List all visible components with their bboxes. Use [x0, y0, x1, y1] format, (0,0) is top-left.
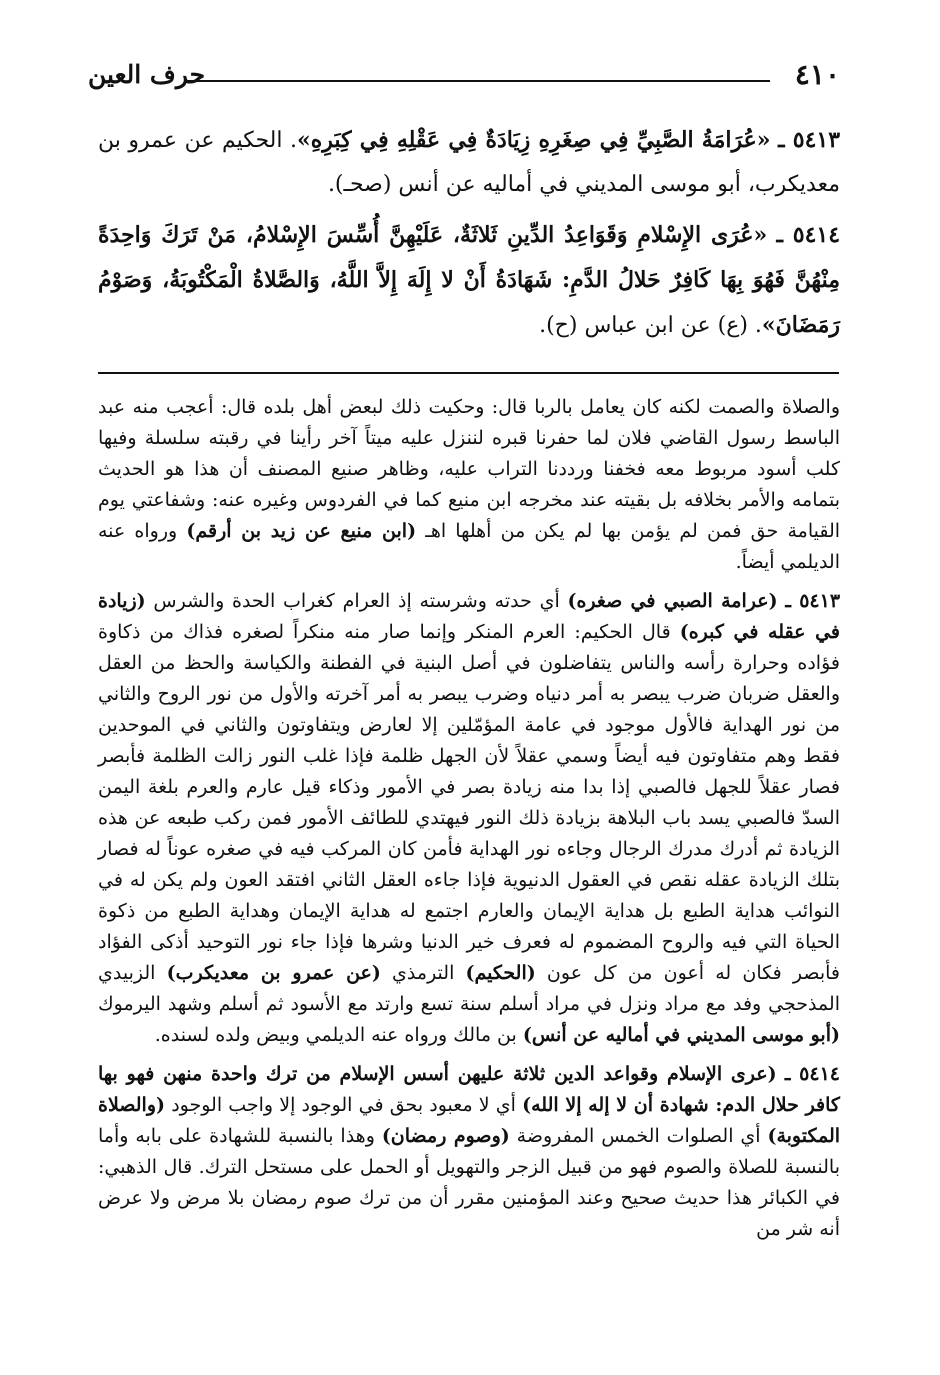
- hadith-entries: [98, 118, 840, 354]
- hadith-source: . الحكيم عن عمرو بن معديكرب، أبو موسى المديني في أماليه عن أنس (صحـ).: [98, 128, 840, 197]
- commentary-quote: (عرامة الصبي في صغره): [567, 590, 778, 612]
- commentary-text: ورواه عنه الديلمي أيضاً.: [98, 520, 840, 573]
- entry-number: ٥٤١٤ ـ: [776, 222, 841, 248]
- commentary: [98, 392, 840, 1253]
- page-number: ٤١٠: [794, 58, 840, 91]
- commentary-citation: (عن عمرو بن معديكرب): [166, 962, 381, 984]
- entry-number: ٥٤١٣ ـ: [778, 127, 841, 153]
- page-header: [88, 58, 840, 98]
- commentary-quote: (زيادة في عقله في كبره): [98, 590, 840, 643]
- commentary-paragraph: [98, 392, 840, 578]
- commentary-quote: (وصوم رمضان): [381, 1125, 510, 1147]
- commentary-text: الترمذي: [392, 962, 455, 984]
- footnote-separator: [98, 372, 839, 374]
- commentary-text: أي حدته وشرسته إذ العرام كغراب الحدة والشرس: [153, 590, 560, 612]
- chapter-title: حرف العين: [88, 60, 206, 89]
- commentary-number: ٥٤١٣ ـ: [785, 590, 841, 612]
- commentary-text: وهذا بالنسبة للشهادة على بابه وأما بالنسبة للصلاة والصوم فهو من قبيل الزجر والتهويل أو الحمل على مستحل الترك. قال الذهبي: في الكبائر هذا حديث صحيح وعند المؤمنين مقرر أن من ترك صوم رمضان بلا مرض ولا عرض أنه شر من: [98, 1125, 840, 1240]
- commentary-paragraph: [98, 586, 840, 1051]
- hadith-text: «عُرَامَةُ الصَّبِيِّ فِي صِغَرِهِ زِيَادَةٌ فِي عَقْلِهِ فِي كِبَرِهِ»: [297, 127, 771, 153]
- commentary-citation: (ابن منيع عن زيد بن أرقم): [186, 520, 417, 542]
- header-rule: [188, 80, 770, 82]
- hadith-source: . (ع) عن ابن عباس (ح).: [539, 313, 762, 338]
- commentary-paragraph: [98, 1059, 840, 1245]
- hadith-entry-5414: [98, 213, 840, 348]
- commentary-text: الزبيدي المذحجي وفد مع مراد ونزل في مراد أسلم سنة تسع وارتد مع الأسود ثم أسلم وشهد اليرموك: [98, 962, 840, 1015]
- commentary-citation: (أبو موسى المديني في أماليه عن أنس): [522, 1024, 840, 1046]
- commentary-text: أي الصلوات الخمس المفروضة: [516, 1125, 761, 1147]
- commentary-citation: (الحكيم): [465, 962, 536, 984]
- commentary-text: قال الحكيم: العرم المنكر وإنما صار منه منكراً لصغره فذاك من ذكاوة فؤاده وحرارة رأسه والناس يتفاضلون في أصل البنية في الفطنة والكياسة والحظ من العقل والعقل ضربان ضرب يبصر به أمر دنياه وضرب يبصر به أمر آخرته والأول من نور الروح والثاني من نور الهداية فالأول موجود في عامة المؤمّلين إلا لعارض ويتفاوتون والثاني في الموحدين فقط وهم متفاوتون فيه أيضاً وسمي عقلاً لأن الجهل ظلمة فإذا غلب النور زالت الظلمة فأبصر فصار عقلاً للجهل فالصبي إذا بدا منه زيادة بصر في الأمور وذكاء قيل عارم والعرم بلغة اليمن السدّ فالصبي يسد باب البلاهة بزيادة ذلك النور فيهتدي للطائف الأمور فمن ركب طبعه عن هذه الزيادة ثم أدرك مدرك الرجال وجاءه نور الهداية فأمن كان المركب فيه في صغره عوناً له فصار بتلك الزيادة عقله نقص في العقول الدنيوية فإذا جاءه العقل الثاني افتقد العون ولم يكن له في النوائب هداية الطبع بل هداية الإيمان والعارم اجتمع له هداية الإيمان وهداية الطبع من ذكوة الحياة التي فيه والروح المضموم له فعرف خير الدنيا وشرها فإذا جاء نور التوحيد أذكى الفؤاد فأبصر فكان له أعون من كل عون: [98, 621, 840, 984]
- commentary-quote: (والصلاة المكتوبة): [98, 1094, 841, 1147]
- commentary-text: والصلاة والصمت لكنه كان يعامل بالربا قال: وحكيت ذلك لبعض أهل بلده قال: أعجب منه عبد الباسط رسول القاضي فلان لما حفرنا قبره لننزل عليه ميتاً آخر رأينا في رقبته سلسلة وفيها كلب أسود مربوط معه فخفنا ورددنا التراب عليه، وظاهر صنيع المصنف أن هذا هو الحديث بتمامه والأمر بخلافه بل بقيته عند مخرجه ابن منيع كما في الفردوس وغيره عنه: وشفاعتي يوم القيامة حق فمن لم يؤمن بها لم يكن من أهلها اهـ: [98, 396, 841, 542]
- hadith-entry-5413: [98, 118, 840, 207]
- commentary-text: أي لا معبود بحق في الوجود إلا واجب الوجود: [171, 1094, 516, 1116]
- hadith-text: «عُرَى الإِسْلامِ وَقَوَاعِدُ الدِّينِ ثَلاثَةٌ، عَلَيْهِنَّ أُسِّسَ الإِسْلامُ، مَنْ تَرَكَ وَاحِدَةً مِنْهُنَّ فَهُوَ بِهَا كَافِرٌ حَلالُ الدَّمِ: شَهَادَةُ أَنْ لا إِلَهَ إِلاَّ اللَّهُ، وَالصَّلاةُ الْمَكْتُوبَةُ، وَصَوْمُ رَمَضَانَ»: [98, 222, 840, 338]
- commentary-quote: (عرى الإسلام وقواعد الدين ثلاثة عليهن أسس الإسلام من ترك واحدة منهن فهو بها كافر حلال الدم: شهادة أن لا إله إلا الله): [98, 1063, 840, 1116]
- commentary-text: بن مالك ورواه عنه الديلمي وبيض ولده لسنده.: [154, 1024, 517, 1046]
- commentary-number: ٥٤١٤ ـ: [784, 1063, 840, 1085]
